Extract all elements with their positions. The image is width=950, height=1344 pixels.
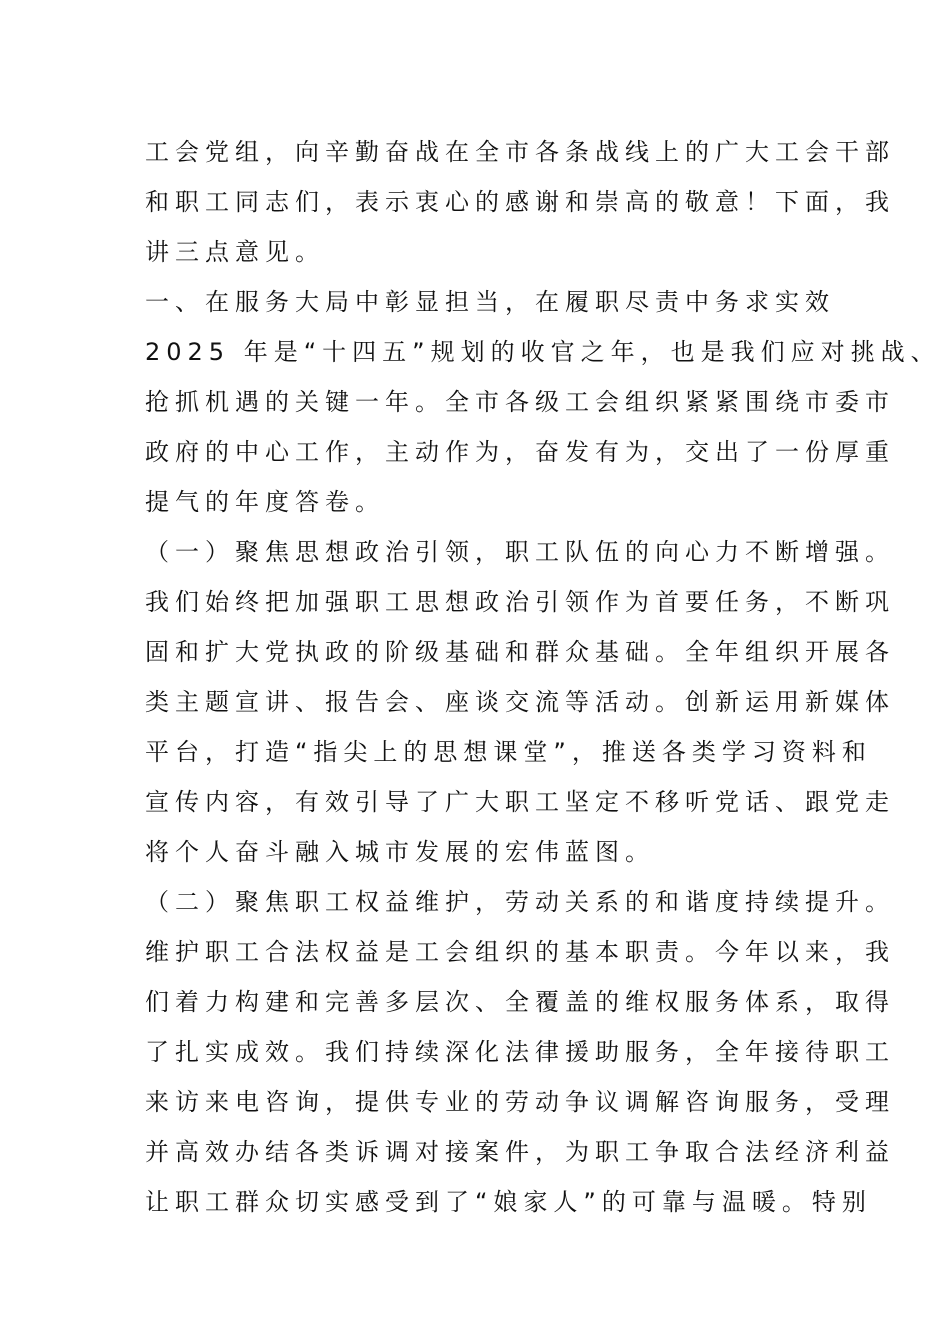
text-line: 和职工同志们，表示衷心的感谢和崇高的敬意！下面，我 xyxy=(145,188,895,216)
text-line: 2025 年是“十四五”规划的收官之年，也是我们应对挑战、 xyxy=(145,338,941,366)
text-line: 提气的年度答卷。 xyxy=(145,488,385,516)
text-line: 让职工群众切实感受到了“娘家人”的可靠与温暖。特别 xyxy=(145,1188,872,1216)
text-line: 抢抓机遇的关键一年。全市各级工会组织紧紧围绕市委市 xyxy=(145,388,895,416)
text-line: 并高效办结各类诉调对接案件，为职工争取合法经济利益 xyxy=(145,1138,895,1166)
text-line: 们着力构建和完善多层次、全覆盖的维权服务体系，取得 xyxy=(145,988,895,1016)
text-line: 维护职工合法权益是工会组织的基本职责。今年以来，我 xyxy=(145,938,895,966)
text-line: 类主题宣讲、报告会、座谈交流等活动。创新运用新媒体 xyxy=(145,688,895,716)
text-line: 固和扩大党执政的阶级基础和群众基础。全年组织开展各 xyxy=(145,638,895,666)
text-line: 我们始终把加强职工思想政治引领作为首要任务，不断巩 xyxy=(145,588,895,616)
text-line: （一）聚焦思想政治引领，职工队伍的向心力不断增强。 xyxy=(145,538,895,566)
text-line: 政府的中心工作，主动作为，奋发有为，交出了一份厚重 xyxy=(145,438,895,466)
text-line: 了扎实成效。我们持续深化法律援助服务，全年接待职工 xyxy=(145,1038,895,1066)
text-line: 工会党组，向辛勤奋战在全市各条战线上的广大工会干部 xyxy=(145,138,895,166)
text-line: （二）聚焦职工权益维护，劳动关系的和谐度持续提升。 xyxy=(145,888,895,916)
text-line: 来访来电咨询，提供专业的劳动争议调解咨询服务，受理 xyxy=(145,1088,895,1116)
text-line: 宣传内容，有效引导了广大职工坚定不移听党话、跟党走 xyxy=(145,788,895,816)
text-line: 讲三点意见。 xyxy=(145,238,325,266)
text-line: 一、在服务大局中彰显担当，在履职尽责中务求实效 xyxy=(145,288,835,316)
text-line: 将个人奋斗融入城市发展的宏伟蓝图。 xyxy=(145,838,655,866)
text-line: 平台，打造“指尖上的思想课堂”，推送各类学习资料和 xyxy=(145,738,872,766)
